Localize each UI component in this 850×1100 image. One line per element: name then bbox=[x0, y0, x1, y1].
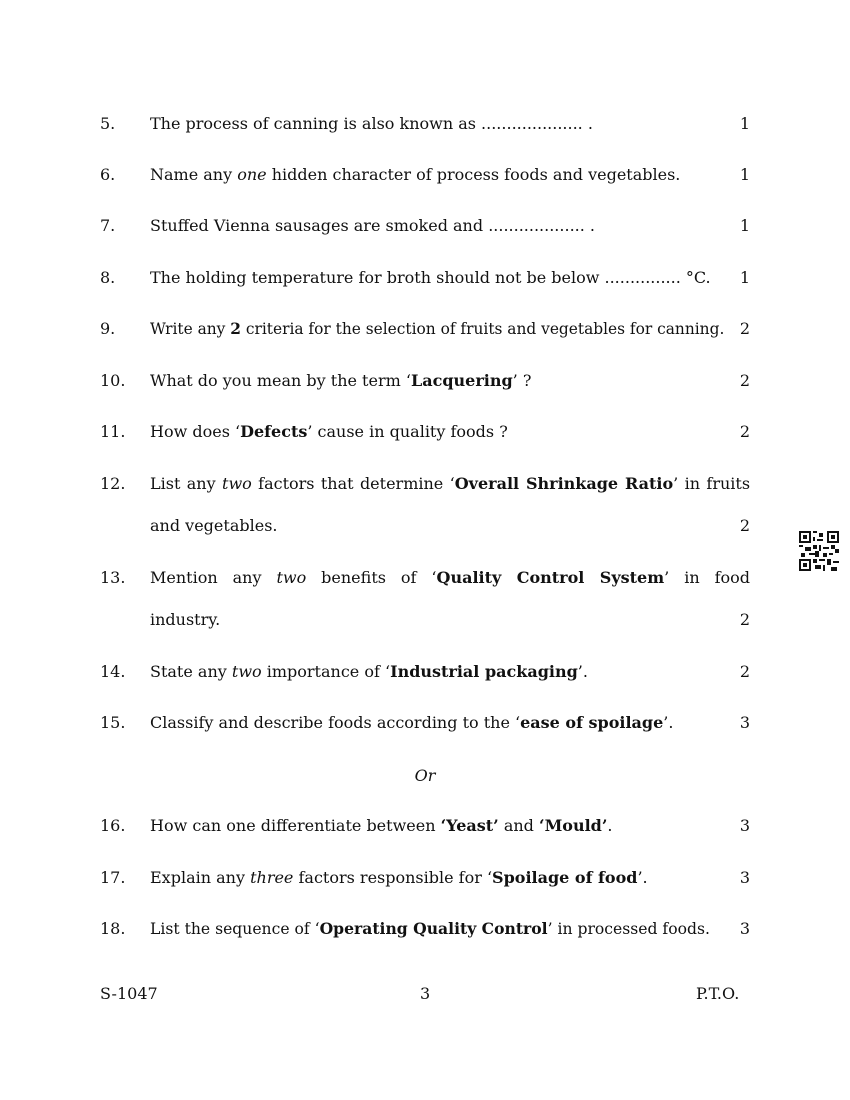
question-marks: 3 bbox=[739, 713, 750, 732]
question-12 bbox=[0, 472, 850, 538]
question-18 bbox=[0, 917, 850, 941]
question-text: Classify and describe foods according to the ‘ease of spoilage’. bbox=[150, 713, 674, 732]
paper-code: S-1047 bbox=[100, 984, 158, 1003]
question-text: List any two factors that determine ‘Overall Shrinkage Ratio’ in fruits bbox=[150, 474, 751, 493]
question-14 bbox=[0, 660, 850, 684]
question-6 bbox=[0, 163, 850, 187]
question-number: 16. bbox=[100, 816, 126, 835]
question-16 bbox=[0, 814, 850, 838]
question-text: Write any 2 criteria for the selection of fruits and vegetables for canning. bbox=[150, 320, 725, 338]
question-number: 15. bbox=[100, 713, 126, 732]
question-11 bbox=[0, 420, 850, 444]
question-text-continued: and vegetables. bbox=[150, 516, 278, 535]
question-number: 14. bbox=[100, 662, 126, 681]
question-number: 9. bbox=[100, 319, 116, 338]
question-marks: 2 bbox=[739, 610, 750, 629]
question-number: 11. bbox=[100, 422, 126, 441]
question-8 bbox=[0, 266, 850, 290]
question-17 bbox=[0, 866, 850, 890]
question-marks: 1 bbox=[739, 114, 750, 133]
question-text-continued: industry. bbox=[150, 610, 221, 629]
question-marks: 3 bbox=[739, 919, 750, 938]
or-divider: Or bbox=[414, 766, 436, 785]
page-number: 3 bbox=[420, 984, 431, 1003]
question-text: The holding temperature for broth should not be below ............... °C. bbox=[150, 268, 711, 287]
question-number: 13. bbox=[100, 568, 126, 587]
question-number: 5. bbox=[100, 114, 116, 133]
please-turn-over: P.T.O. bbox=[696, 984, 740, 1003]
question-10 bbox=[0, 369, 850, 393]
question-text: State any two importance of ‘Industrial packaging’. bbox=[150, 662, 588, 681]
question-5 bbox=[0, 112, 850, 136]
question-marks: 1 bbox=[739, 165, 750, 184]
question-number: 7. bbox=[100, 216, 116, 235]
question-text: Name any one hidden character of process foods and vegetables. bbox=[150, 165, 681, 184]
question-13 bbox=[0, 566, 850, 632]
question-text: List the sequence of ‘Operating Quality Control’ in processed foods. bbox=[150, 919, 710, 938]
question-marks: 3 bbox=[739, 868, 750, 887]
question-marks: 2 bbox=[739, 516, 750, 535]
question-7 bbox=[0, 214, 850, 238]
question-text: Mention any two benefits of ‘Quality Control System’ in food bbox=[150, 568, 751, 587]
question-text: Stuffed Vienna sausages are smoked and ................... . bbox=[150, 216, 595, 235]
question-number: 6. bbox=[100, 165, 116, 184]
question-number: 8. bbox=[100, 268, 116, 287]
question-marks: 3 bbox=[739, 816, 750, 835]
qr-code-icon bbox=[799, 531, 839, 571]
question-number: 17. bbox=[100, 868, 126, 887]
question-9 bbox=[0, 317, 850, 341]
question-marks: 1 bbox=[739, 216, 750, 235]
question-number: 10. bbox=[100, 371, 126, 390]
question-number: 12. bbox=[100, 474, 126, 493]
question-text: How does ‘Defects’ cause in quality foods ? bbox=[150, 422, 508, 441]
question-marks: 2 bbox=[739, 319, 750, 338]
question-marks: 2 bbox=[739, 422, 750, 441]
question-marks: 2 bbox=[739, 662, 750, 681]
question-text: The process of canning is also known as .................... . bbox=[150, 114, 593, 133]
question-marks: 1 bbox=[739, 268, 750, 287]
question-number: 18. bbox=[100, 919, 126, 938]
question-text: Explain any three factors responsible for ‘Spoilage of food’. bbox=[150, 868, 648, 887]
question-marks: 2 bbox=[739, 371, 750, 390]
question-text: What do you mean by the term ‘Lacquering’ ? bbox=[150, 371, 532, 390]
question-text: How can one differentiate between ‘Yeast’ and ‘Mould’. bbox=[150, 816, 613, 835]
question-15 bbox=[0, 711, 850, 735]
